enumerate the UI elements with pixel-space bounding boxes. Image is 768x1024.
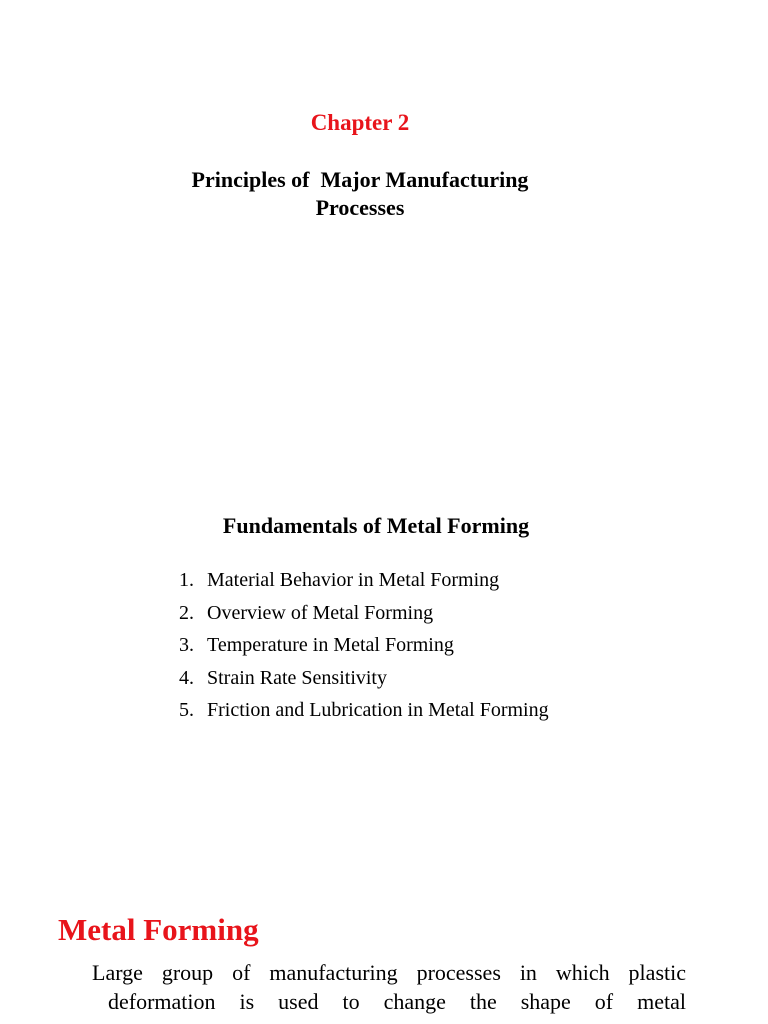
list-item-number: 3. [179, 634, 194, 656]
deck-title-line-1: Principles of Major Manufacturing [191, 167, 529, 192]
list-item-number: 5. [179, 699, 194, 721]
list-item-label: Material Behavior in Metal Forming [207, 569, 500, 591]
list-item [179, 629, 549, 662]
chapter-label: Chapter 2 [310, 110, 410, 135]
list-item [179, 564, 549, 597]
deck-title [0, 166, 720, 222]
list-item-number: 2. [179, 601, 194, 624]
definition-line-2: deformation is used to change the shape of metal [108, 989, 686, 1014]
section-heading: Fundamentals of Metal Forming [222, 513, 530, 538]
list-item-label: Temperature in Metal Forming [207, 634, 454, 656]
list-item [179, 694, 549, 727]
list-item-label: Overview of Metal Forming [207, 601, 434, 624]
list-item-number: 1. [179, 569, 194, 591]
list-item-label: Friction and Lubrication in Metal Forming [207, 699, 549, 721]
metal-forming-definition [92, 958, 686, 1016]
list-item-label: Strain Rate Sensitivity [207, 666, 387, 689]
topic-list [179, 564, 549, 727]
deck-title-line-2: Processes [315, 195, 405, 220]
metal-forming-heading: Metal Forming [58, 912, 259, 947]
list-item [179, 662, 549, 695]
definition-line-1: Large group of manufacturing processes in which plastic [92, 960, 686, 985]
list-item [179, 597, 549, 630]
list-item-number: 4. [179, 666, 194, 689]
